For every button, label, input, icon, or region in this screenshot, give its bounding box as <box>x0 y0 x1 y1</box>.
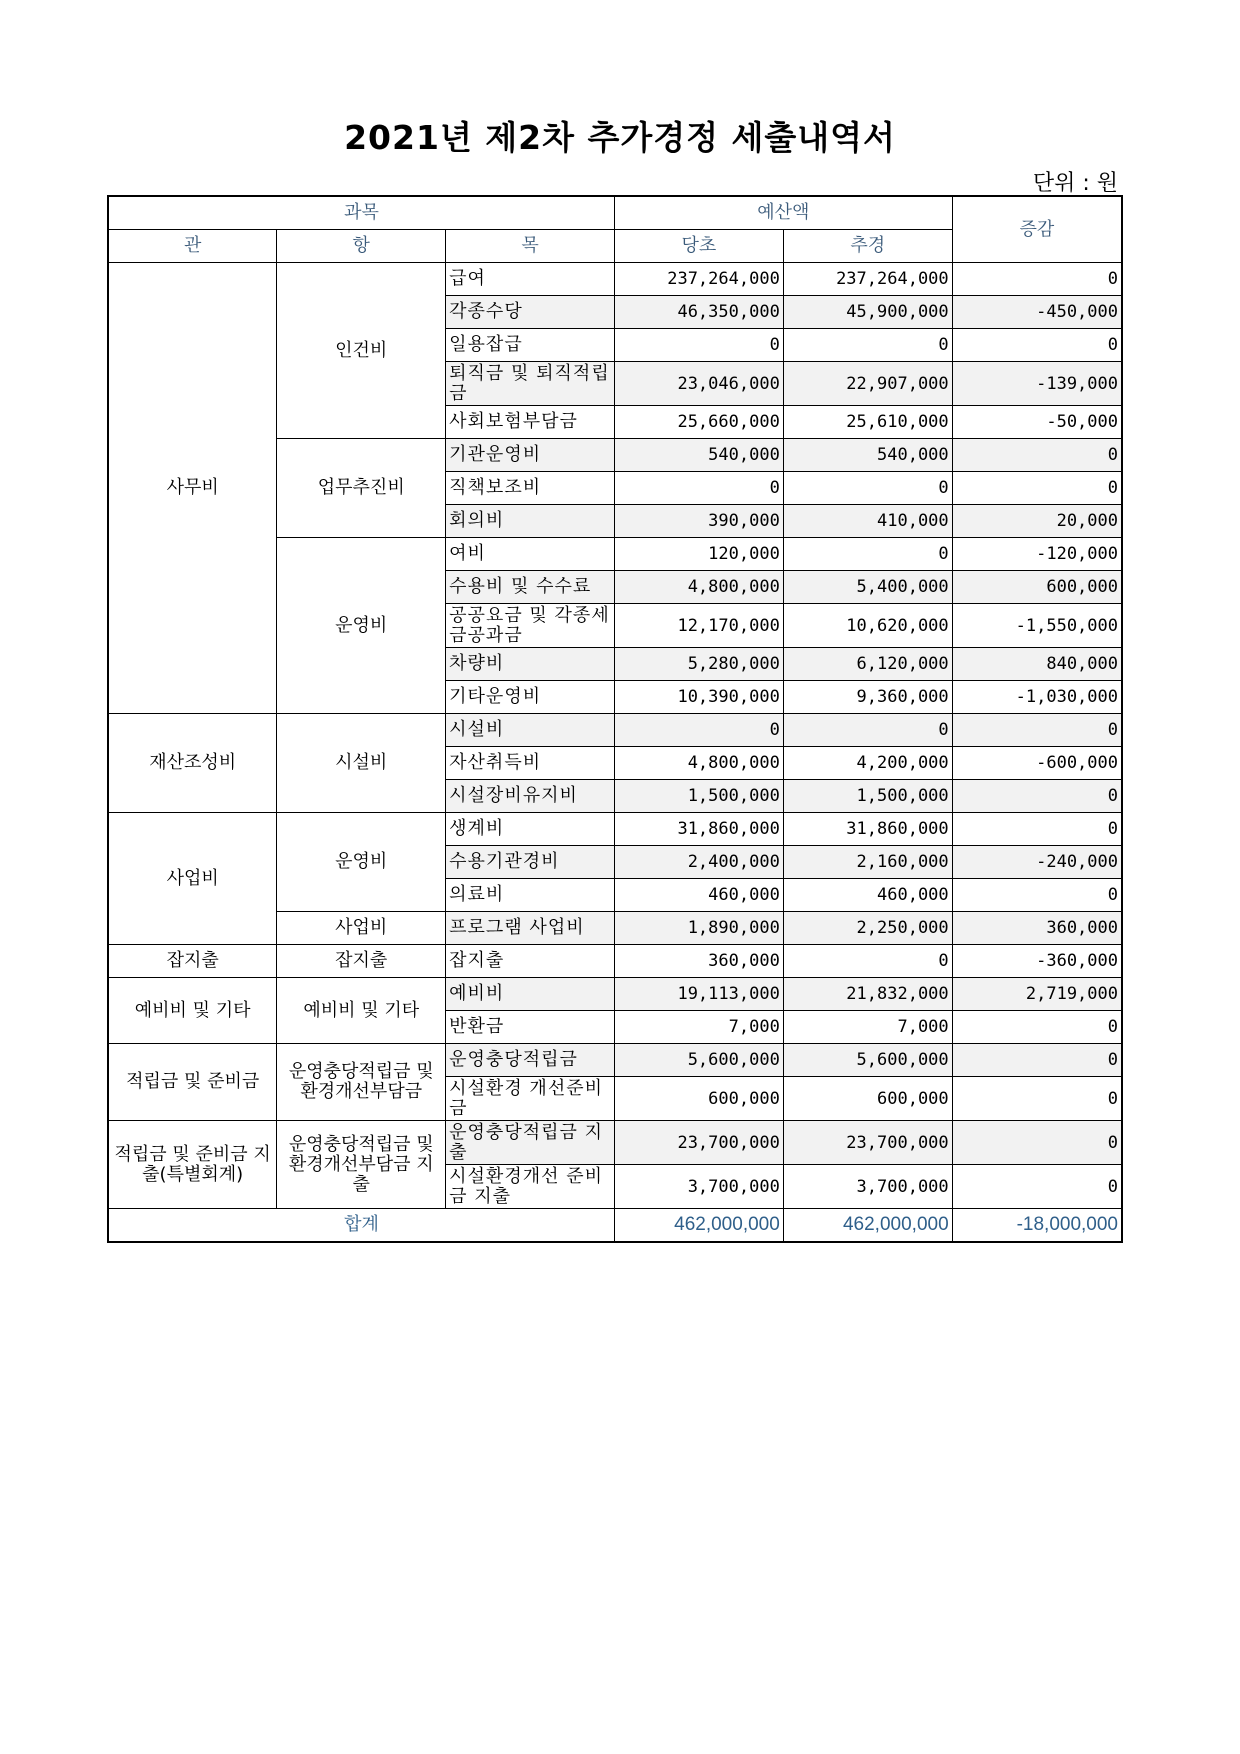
kwan-cell: 잡지출 <box>108 945 277 978</box>
header-revised: 추경 <box>783 230 952 263</box>
diff-cell: -139,000 <box>952 362 1122 406</box>
initial-cell: 120,000 <box>614 538 783 571</box>
diff-cell: -600,000 <box>952 747 1122 780</box>
initial-cell: 0 <box>614 329 783 362</box>
total-diff: -18,000,000 <box>952 1209 1122 1243</box>
initial-cell: 237,264,000 <box>614 263 783 296</box>
diff-cell: 0 <box>952 780 1122 813</box>
revised-cell: 460,000 <box>783 879 952 912</box>
mok-cell: 일용잡급 <box>446 329 615 362</box>
initial-cell: 360,000 <box>614 945 783 978</box>
initial-cell: 46,350,000 <box>614 296 783 329</box>
mok-cell: 프로그램 사업비 <box>446 912 615 945</box>
diff-cell: -360,000 <box>952 945 1122 978</box>
mok-cell: 여비 <box>446 538 615 571</box>
initial-cell: 0 <box>614 714 783 747</box>
revised-cell: 0 <box>783 714 952 747</box>
mok-cell: 시설비 <box>446 714 615 747</box>
diff-cell: 0 <box>952 1044 1122 1077</box>
kwan-cell: 사무비 <box>108 263 277 714</box>
mok-cell: 시설장비유지비 <box>446 780 615 813</box>
initial-cell: 540,000 <box>614 439 783 472</box>
hang-cell: 잡지출 <box>277 945 446 978</box>
revised-cell: 21,832,000 <box>783 978 952 1011</box>
revised-cell: 22,907,000 <box>783 362 952 406</box>
initial-cell: 5,600,000 <box>614 1044 783 1077</box>
initial-cell: 390,000 <box>614 505 783 538</box>
diff-cell: 840,000 <box>952 648 1122 681</box>
unit-label: 단위 : 원 <box>1032 171 1118 196</box>
mok-cell: 운영충당적립금 <box>446 1044 615 1077</box>
total-initial: 462,000,000 <box>614 1209 783 1243</box>
mok-cell: 시설환경개선 준비금 지출 <box>446 1165 615 1209</box>
header-kwamok: 과목 <box>108 196 614 230</box>
total-label: 합계 <box>108 1209 614 1243</box>
revised-cell: 23,700,000 <box>783 1121 952 1165</box>
diff-cell: -50,000 <box>952 406 1122 439</box>
mok-cell: 기관운영비 <box>446 439 615 472</box>
diff-cell: 600,000 <box>952 571 1122 604</box>
revised-cell: 5,400,000 <box>783 571 952 604</box>
hang-cell: 운영비 <box>277 813 446 912</box>
revised-cell: 1,500,000 <box>783 780 952 813</box>
kwan-cell: 적립금 및 준비금 지출(특별회계) <box>108 1121 277 1209</box>
revised-cell: 0 <box>783 329 952 362</box>
revised-cell: 3,700,000 <box>783 1165 952 1209</box>
kwan-cell: 적립금 및 준비금 <box>108 1044 277 1121</box>
diff-cell: 0 <box>952 879 1122 912</box>
mok-cell: 급여 <box>446 263 615 296</box>
diff-cell: 0 <box>952 1165 1122 1209</box>
mok-cell: 공공요금 및 각종세금공과금 <box>446 604 615 648</box>
diff-cell: -120,000 <box>952 538 1122 571</box>
table-row <box>108 1121 1122 1165</box>
diff-cell: 2,719,000 <box>952 978 1122 1011</box>
diff-cell: 0 <box>952 472 1122 505</box>
hang-cell: 업무추진비 <box>277 439 446 538</box>
diff-cell: 0 <box>952 1121 1122 1165</box>
expenditure-table <box>107 195 1123 1243</box>
revised-cell: 6,120,000 <box>783 648 952 681</box>
revised-cell: 0 <box>783 472 952 505</box>
mok-cell: 회의비 <box>446 505 615 538</box>
revised-cell: 31,860,000 <box>783 813 952 846</box>
hang-cell: 운영충당적립금 및 환경개선부담금 지출 <box>277 1121 446 1209</box>
mok-cell: 자산취득비 <box>446 747 615 780</box>
hang-cell: 예비비 및 기타 <box>277 978 446 1044</box>
initial-cell: 5,280,000 <box>614 648 783 681</box>
mok-cell: 운영충당적립금 지출 <box>446 1121 615 1165</box>
header-diff: 증감 <box>952 196 1122 263</box>
initial-cell: 4,800,000 <box>614 571 783 604</box>
diff-cell: 0 <box>952 329 1122 362</box>
revised-cell: 7,000 <box>783 1011 952 1044</box>
initial-cell: 10,390,000 <box>614 681 783 714</box>
table-row <box>108 813 1122 846</box>
initial-cell: 3,700,000 <box>614 1165 783 1209</box>
revised-cell: 2,250,000 <box>783 912 952 945</box>
hang-cell: 시설비 <box>277 714 446 813</box>
revised-cell: 540,000 <box>783 439 952 472</box>
initial-cell: 25,660,000 <box>614 406 783 439</box>
mok-cell: 예비비 <box>446 978 615 1011</box>
initial-cell: 600,000 <box>614 1077 783 1121</box>
initial-cell: 1,890,000 <box>614 912 783 945</box>
diff-cell: 0 <box>952 263 1122 296</box>
header-mok: 목 <box>446 230 615 263</box>
header-hang: 항 <box>277 230 446 263</box>
mok-cell: 반환금 <box>446 1011 615 1044</box>
mok-cell: 수용비 및 수수료 <box>446 571 615 604</box>
diff-cell: 20,000 <box>952 505 1122 538</box>
diff-cell: -1,550,000 <box>952 604 1122 648</box>
mok-cell: 시설환경 개선준비금 <box>446 1077 615 1121</box>
diff-cell: 360,000 <box>952 912 1122 945</box>
initial-cell: 1,500,000 <box>614 780 783 813</box>
revised-cell: 2,160,000 <box>783 846 952 879</box>
initial-cell: 7,000 <box>614 1011 783 1044</box>
mok-cell: 기타운영비 <box>446 681 615 714</box>
diff-cell: -450,000 <box>952 296 1122 329</box>
revised-cell: 5,600,000 <box>783 1044 952 1077</box>
diff-cell: 0 <box>952 813 1122 846</box>
table-row <box>108 945 1122 978</box>
revised-cell: 45,900,000 <box>783 296 952 329</box>
total-row <box>108 1209 1122 1243</box>
initial-cell: 23,700,000 <box>614 1121 783 1165</box>
diff-cell: 0 <box>952 714 1122 747</box>
table-row <box>108 263 1122 296</box>
hang-cell: 사업비 <box>277 912 446 945</box>
mok-cell: 퇴직금 및 퇴직적립금 <box>446 362 615 406</box>
total-revised: 462,000,000 <box>783 1209 952 1243</box>
mok-cell: 차량비 <box>446 648 615 681</box>
diff-cell: 0 <box>952 1011 1122 1044</box>
kwan-cell: 재산조성비 <box>108 714 277 813</box>
initial-cell: 31,860,000 <box>614 813 783 846</box>
hang-cell: 운영비 <box>277 538 446 714</box>
diff-cell: -1,030,000 <box>952 681 1122 714</box>
mok-cell: 생계비 <box>446 813 615 846</box>
header-kwan: 관 <box>108 230 277 263</box>
hang-cell: 운영충당적립금 및 환경개선부담금 <box>277 1044 446 1121</box>
mok-cell: 수용기관경비 <box>446 846 615 879</box>
header-initial: 당초 <box>614 230 783 263</box>
header-budget: 예산액 <box>614 196 952 230</box>
diff-cell: 0 <box>952 1077 1122 1121</box>
initial-cell: 460,000 <box>614 879 783 912</box>
mok-cell: 직책보조비 <box>446 472 615 505</box>
initial-cell: 12,170,000 <box>614 604 783 648</box>
diff-cell: -240,000 <box>952 846 1122 879</box>
table-row <box>108 714 1122 747</box>
page-title: 2021년 제2차 추가경정 세출내역서 <box>344 118 896 157</box>
revised-cell: 9,360,000 <box>783 681 952 714</box>
mok-cell: 잡지출 <box>446 945 615 978</box>
diff-cell: 0 <box>952 439 1122 472</box>
initial-cell: 19,113,000 <box>614 978 783 1011</box>
revised-cell: 4,200,000 <box>783 747 952 780</box>
revised-cell: 25,610,000 <box>783 406 952 439</box>
kwan-cell: 예비비 및 기타 <box>108 978 277 1044</box>
kwan-cell: 사업비 <box>108 813 277 945</box>
revised-cell: 600,000 <box>783 1077 952 1121</box>
revised-cell: 10,620,000 <box>783 604 952 648</box>
table-row <box>108 1044 1122 1077</box>
revised-cell: 0 <box>783 538 952 571</box>
initial-cell: 0 <box>614 472 783 505</box>
hang-cell: 인건비 <box>277 263 446 439</box>
mok-cell: 각종수당 <box>446 296 615 329</box>
mok-cell: 의료비 <box>446 879 615 912</box>
mok-cell: 사회보험부담금 <box>446 406 615 439</box>
revised-cell: 0 <box>783 945 952 978</box>
revised-cell: 410,000 <box>783 505 952 538</box>
table-row <box>108 978 1122 1011</box>
initial-cell: 23,046,000 <box>614 362 783 406</box>
initial-cell: 2,400,000 <box>614 846 783 879</box>
initial-cell: 4,800,000 <box>614 747 783 780</box>
revised-cell: 237,264,000 <box>783 263 952 296</box>
